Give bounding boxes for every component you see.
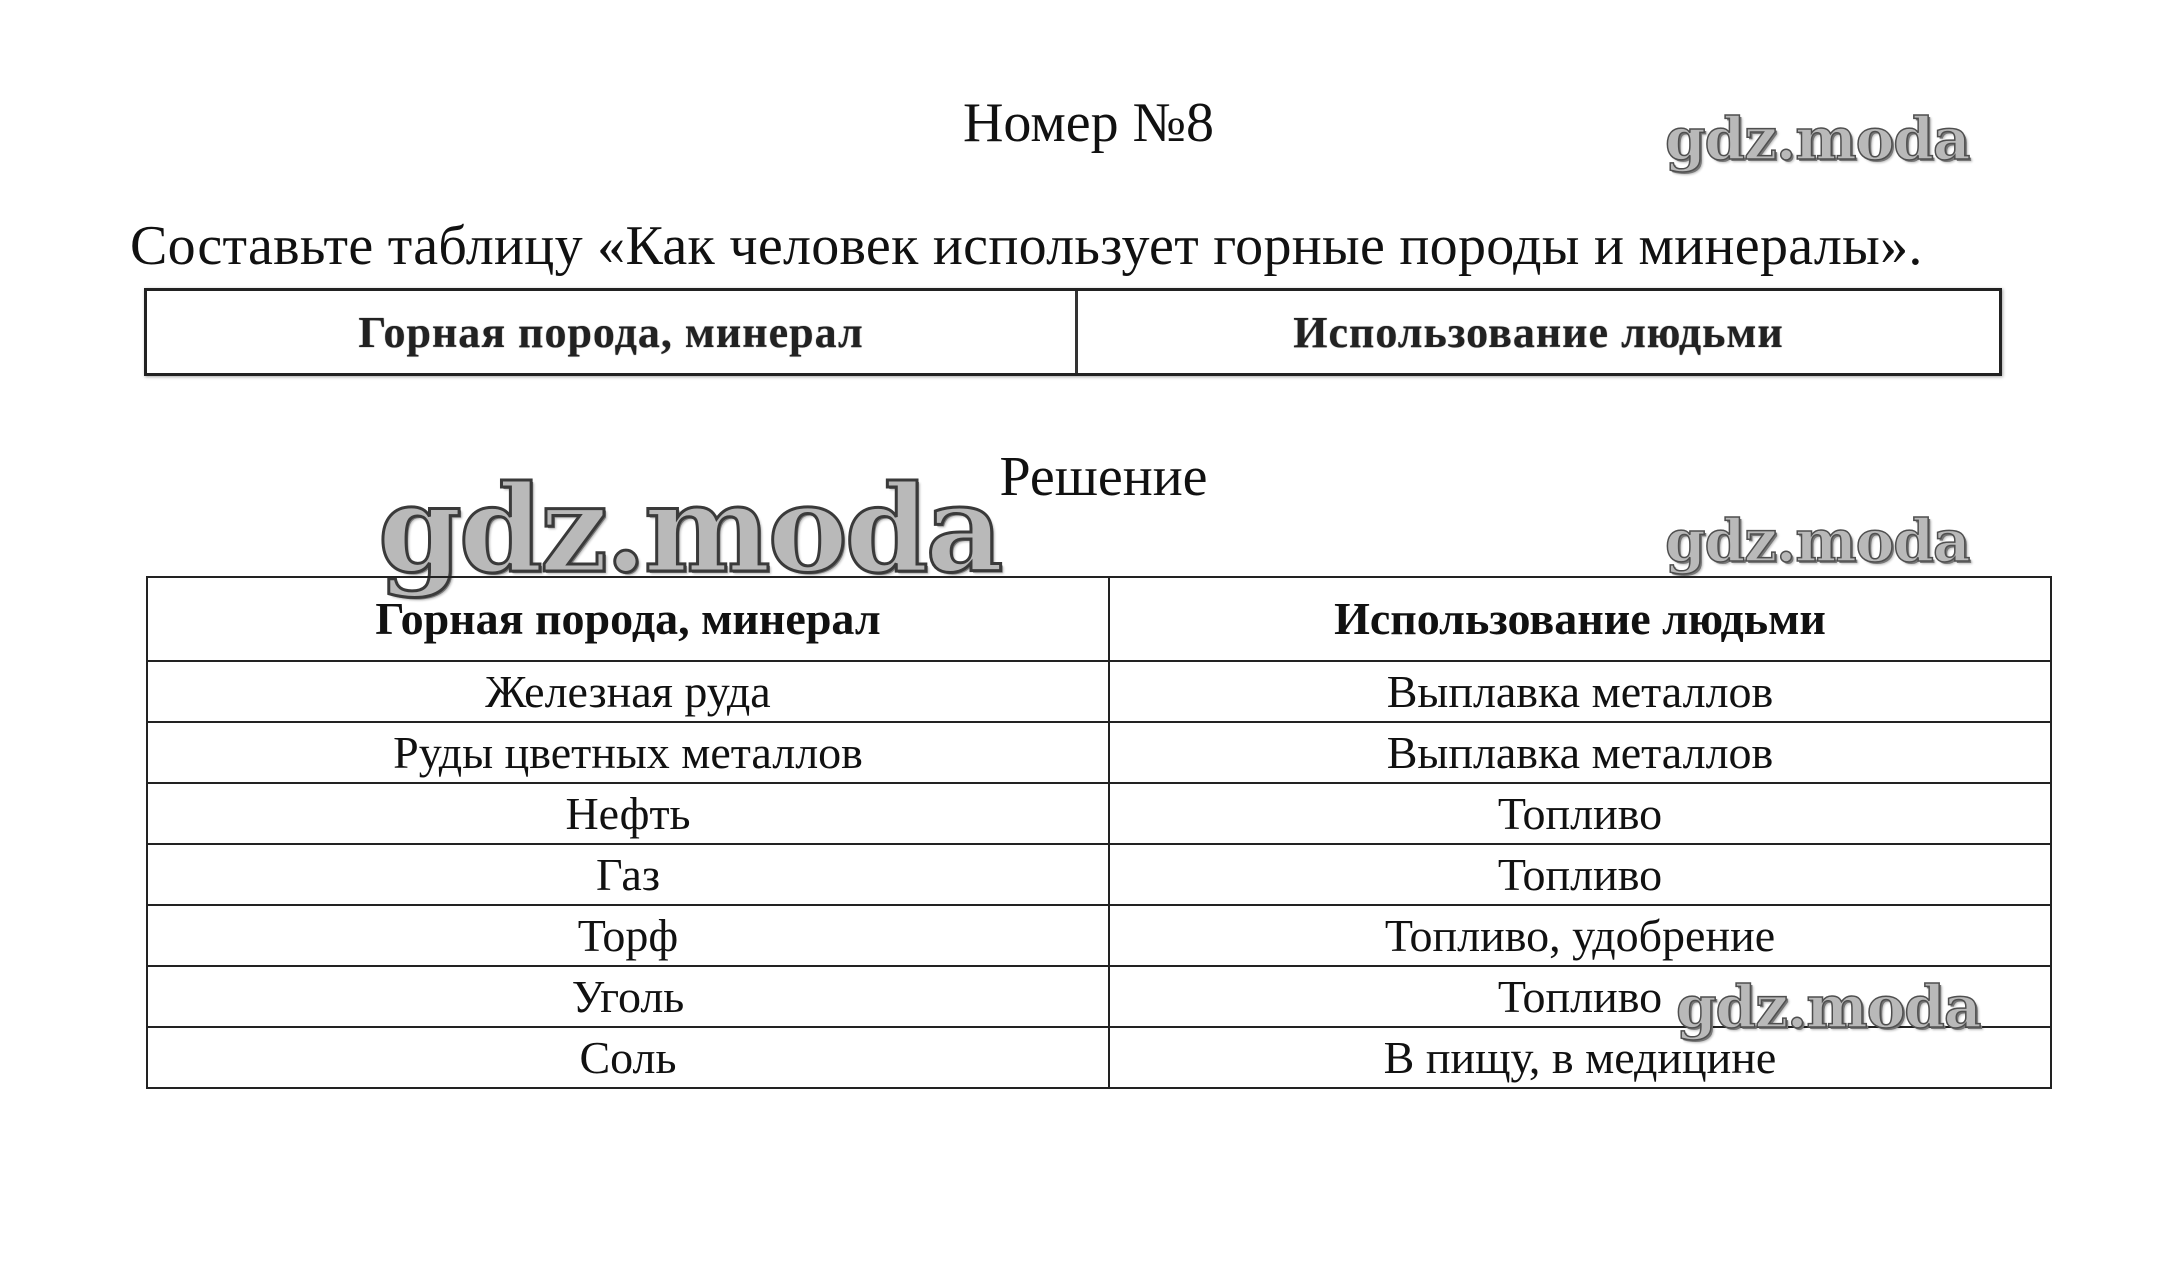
header-rock: Горная порода, минерал	[147, 577, 1109, 661]
rock-cell: Соль	[147, 1027, 1109, 1088]
header-usage: Использование людьми	[1109, 577, 2051, 661]
rock-cell: Торф	[147, 905, 1109, 966]
watermark-logo: gdz.moda	[1665, 507, 1970, 575]
table-row	[147, 722, 2051, 783]
watermark-logo: gdz.moda	[1665, 105, 1970, 173]
rock-cell: Нефть	[147, 783, 1109, 844]
watermark-logo: gdz.moda	[1676, 973, 1981, 1041]
solution-heading: Решение	[999, 446, 1208, 508]
usage-cell: Выплавка металлов	[1109, 722, 2051, 783]
usage-cell: Выплавка металлов	[1109, 661, 2051, 722]
rock-cell: Руды цветных металлов	[147, 722, 1109, 783]
task-table	[144, 288, 2002, 376]
page-title: Номер №8	[962, 92, 1215, 154]
table-row	[147, 661, 2051, 722]
task-text: Составьте таблицу «Как человек использует горные породы и минералы».	[130, 215, 1923, 277]
task-table-header-usage: Использование людьми	[1293, 307, 1784, 357]
usage-cell: Топливо	[1109, 844, 2051, 905]
table-row	[147, 783, 2051, 844]
table-row	[147, 905, 2051, 966]
rock-cell: Газ	[147, 844, 1109, 905]
rock-cell: Железная руда	[147, 661, 1109, 722]
rock-cell: Уголь	[147, 966, 1109, 1027]
task-table-header-rock: Горная порода, минерал	[147, 291, 1078, 373]
watermark-logo: gdz.moda	[378, 459, 1001, 600]
table-header-row	[147, 577, 2051, 661]
usage-cell: Топливо	[1109, 966, 2051, 1027]
table-row	[147, 844, 2051, 905]
usage-cell: Топливо	[1109, 783, 2051, 844]
usage-cell: В пищу, в медицине	[1109, 1027, 2051, 1088]
usage-cell: Топливо, удобрение	[1109, 905, 2051, 966]
